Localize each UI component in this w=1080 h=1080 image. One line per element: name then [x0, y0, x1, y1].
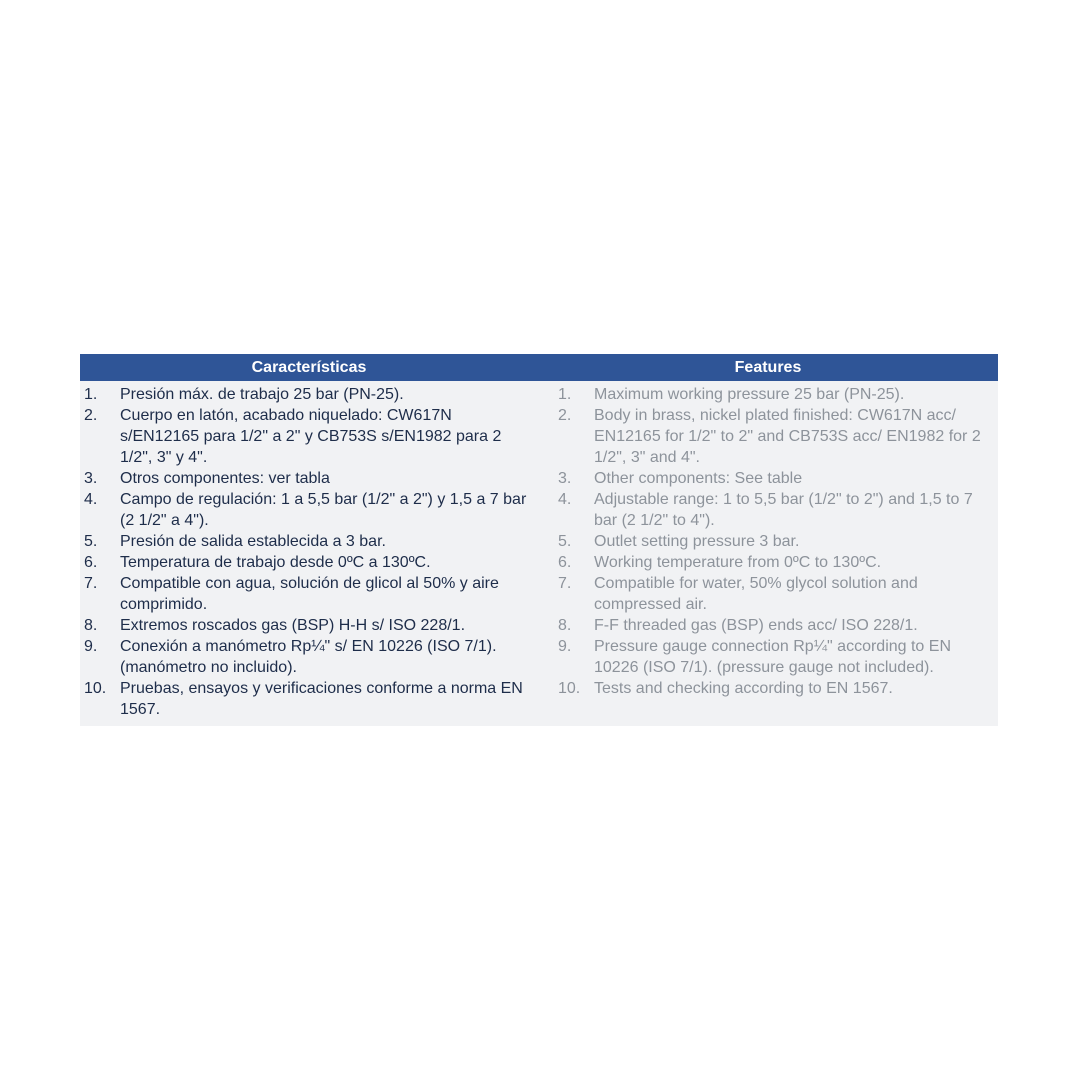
item-text: Pruebas, ensayos y verificaciones conforme a norma EN 1567.	[120, 680, 523, 718]
list-item	[84, 636, 534, 678]
item-number: 2.	[84, 407, 98, 424]
item-number: 10.	[84, 680, 107, 697]
item-text: Conexión a manómetro Rp¼" s/ EN 10226 (ISO 7/1). (manómetro no incluido).	[120, 638, 497, 676]
list-item	[558, 552, 988, 573]
item-text: Otros componentes: ver tabla	[120, 470, 330, 487]
item-number: 3.	[84, 470, 98, 487]
item-number: 9.	[84, 638, 98, 655]
item-number: 1.	[84, 386, 98, 403]
item-text: Outlet setting pressure 3 bar.	[594, 533, 800, 550]
item-number: 6.	[84, 554, 98, 571]
header-features: Features	[734, 359, 802, 376]
item-text: Temperatura de trabajo desde 0ºC a 130ºC.	[120, 554, 431, 571]
table-header	[80, 354, 998, 381]
item-text: Cuerpo en latón, acabado niquelado: CW617N s/EN12165 para 1/2" a 2" y CB753S s/EN1982 para 2 1/2", 3" y 4".	[120, 407, 502, 466]
list-item	[84, 573, 534, 615]
item-number: 8.	[558, 617, 572, 634]
item-number: 1.	[558, 386, 572, 403]
spanish-features-list	[84, 384, 534, 720]
list-item	[84, 615, 534, 636]
header-caracteristicas: Características	[251, 359, 367, 376]
item-text: Adjustable range: 1 to 5,5 bar (1/2" to 2") and 1,5 to 7 bar (2 1/2" to 4").	[594, 491, 973, 529]
item-number: 2.	[558, 407, 572, 424]
item-text: F-F threaded gas (BSP) ends acc/ ISO 228/1.	[594, 617, 918, 634]
list-item	[84, 531, 534, 552]
item-text: Compatible for water, 50% glycol solution and compressed air.	[594, 575, 918, 613]
list-item	[84, 552, 534, 573]
item-text: Presión de salida establecida a 3 bar.	[120, 533, 386, 550]
list-item	[558, 615, 988, 636]
item-number: 9.	[558, 638, 572, 655]
item-text: Body in brass, nickel plated finished: CW617N acc/ EN12165 for 1/2" to 2" and CB753S acc/ EN1982 for 2 1/2", 3" and 4".	[594, 407, 981, 466]
list-item	[558, 636, 988, 678]
list-item	[84, 405, 534, 468]
item-text: Campo de regulación: 1 a 5,5 bar (1/2" a 2") y 1,5 a 7 bar (2 1/2" a 4").	[120, 491, 527, 529]
item-text: Extremos roscados gas (BSP) H-H s/ ISO 228/1.	[120, 617, 466, 634]
item-number: 4.	[558, 491, 572, 508]
list-item	[558, 489, 988, 531]
list-item	[558, 531, 988, 552]
item-number: 4.	[84, 491, 98, 508]
item-text: Tests and checking according to EN 1567.	[594, 680, 893, 697]
item-text: Other components: See table	[594, 470, 803, 487]
item-number: 10.	[558, 680, 581, 697]
english-features-list	[558, 384, 988, 699]
item-number: 6.	[558, 554, 572, 571]
item-number: 7.	[84, 575, 98, 592]
item-number: 5.	[84, 533, 98, 550]
item-text: Maximum working pressure 25 bar (PN-25).	[594, 386, 905, 403]
item-text: Pressure gauge connection Rp¼" according to EN 10226 (ISO 7/1). (pressure gauge not included).	[594, 638, 951, 676]
item-text: Compatible con agua, solución de glicol al 50% y aire comprimido.	[120, 575, 499, 613]
features-table	[80, 354, 998, 726]
item-number: 7.	[558, 575, 572, 592]
list-item	[84, 678, 534, 720]
item-number: 3.	[558, 470, 572, 487]
list-item	[558, 384, 988, 405]
item-text: Presión máx. de trabajo 25 bar (PN-25).	[120, 386, 404, 403]
list-item	[558, 573, 988, 615]
list-item	[84, 468, 534, 489]
list-item	[558, 405, 988, 468]
item-number: 8.	[84, 617, 98, 634]
list-item	[84, 384, 534, 405]
list-item	[558, 678, 988, 699]
list-item	[84, 489, 534, 531]
list-item	[558, 468, 988, 489]
item-number: 5.	[558, 533, 572, 550]
item-text: Working temperature from 0ºC to 130ºC.	[594, 554, 882, 571]
